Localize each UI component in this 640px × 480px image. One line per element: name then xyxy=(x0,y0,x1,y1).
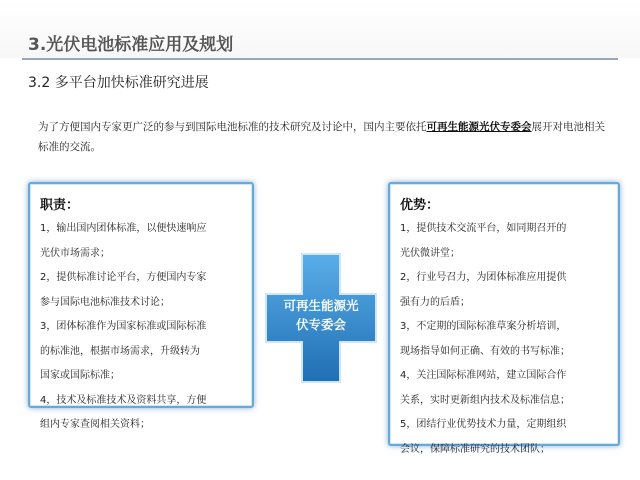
advantages-line: 5，团结行业优势技术力量，定期组织 xyxy=(400,419,567,430)
duties-line: 参与国际电池标准技术讨论； xyxy=(40,296,170,308)
advantages-panel xyxy=(388,182,620,455)
duties-panel xyxy=(28,182,254,430)
advantages-line: 3，不定期的国际标准草案分析培训， xyxy=(400,321,567,332)
duties-line: 国家或国际标准； xyxy=(40,370,120,381)
duties-heading: 职责： xyxy=(40,198,80,213)
duties-line: 光伏市场需求； xyxy=(40,247,110,259)
duties-line: 组内专家查阅相关资料； xyxy=(40,419,150,430)
advantages-line: 现场指导如何正确、有效的书写标准； xyxy=(400,345,570,357)
advantages-line: 强有力的后盾； xyxy=(400,296,470,308)
intro-text-after: 展开对电池相关标准的交流。 xyxy=(38,121,605,153)
slide-title: 3.光伏电池标准应用及规划 xyxy=(28,35,234,55)
advantages-list xyxy=(400,217,608,462)
duties-list xyxy=(40,217,242,438)
advantages-line: 光伏微讲堂； xyxy=(400,247,460,259)
header-divider xyxy=(22,58,618,60)
advantages-line: 4，关注国际标准网站，建立国际合作 xyxy=(400,370,567,381)
intro-highlight-org: 可再生能源光伏专委会 xyxy=(426,121,532,133)
center-label-line: 可再生能源光 xyxy=(283,298,359,313)
duties-line: 1，输出国内团体标准，以便快速响应 xyxy=(40,223,207,234)
intro-paragraph xyxy=(38,117,606,157)
center-org-label xyxy=(264,296,378,334)
duties-line: 3，团体标准作为国家标准或国际标准 xyxy=(40,321,207,332)
intro-text-before: 为了方便国内专家更广泛的参与到国际电池标准的技术研究及讨论中，国内主要依托 xyxy=(38,121,427,133)
advantages-line: 2，行业号召力，为团体标准应用提供 xyxy=(400,272,567,283)
duties-line: 4，技术及标准技术及资料共享，方便 xyxy=(40,394,207,406)
advantages-line: 关系，实时更新组内技术及标准信息； xyxy=(400,394,570,406)
advantages-heading: 优势： xyxy=(400,198,440,213)
section-subtitle: 3.2 多平台加快标准研究进展 xyxy=(28,75,209,91)
center-label-line: 伏专委会 xyxy=(295,317,346,332)
advantages-line: 1，提供技术交流平台，如同期召开的 xyxy=(400,223,567,234)
advantages-line: 会议，保障标准研究的技术团队； xyxy=(400,443,550,455)
duties-line: 2，提供标准讨论平台，方便国内专家 xyxy=(40,272,207,283)
duties-line: 的标准池，根据市场需求，升级转为 xyxy=(40,345,200,357)
